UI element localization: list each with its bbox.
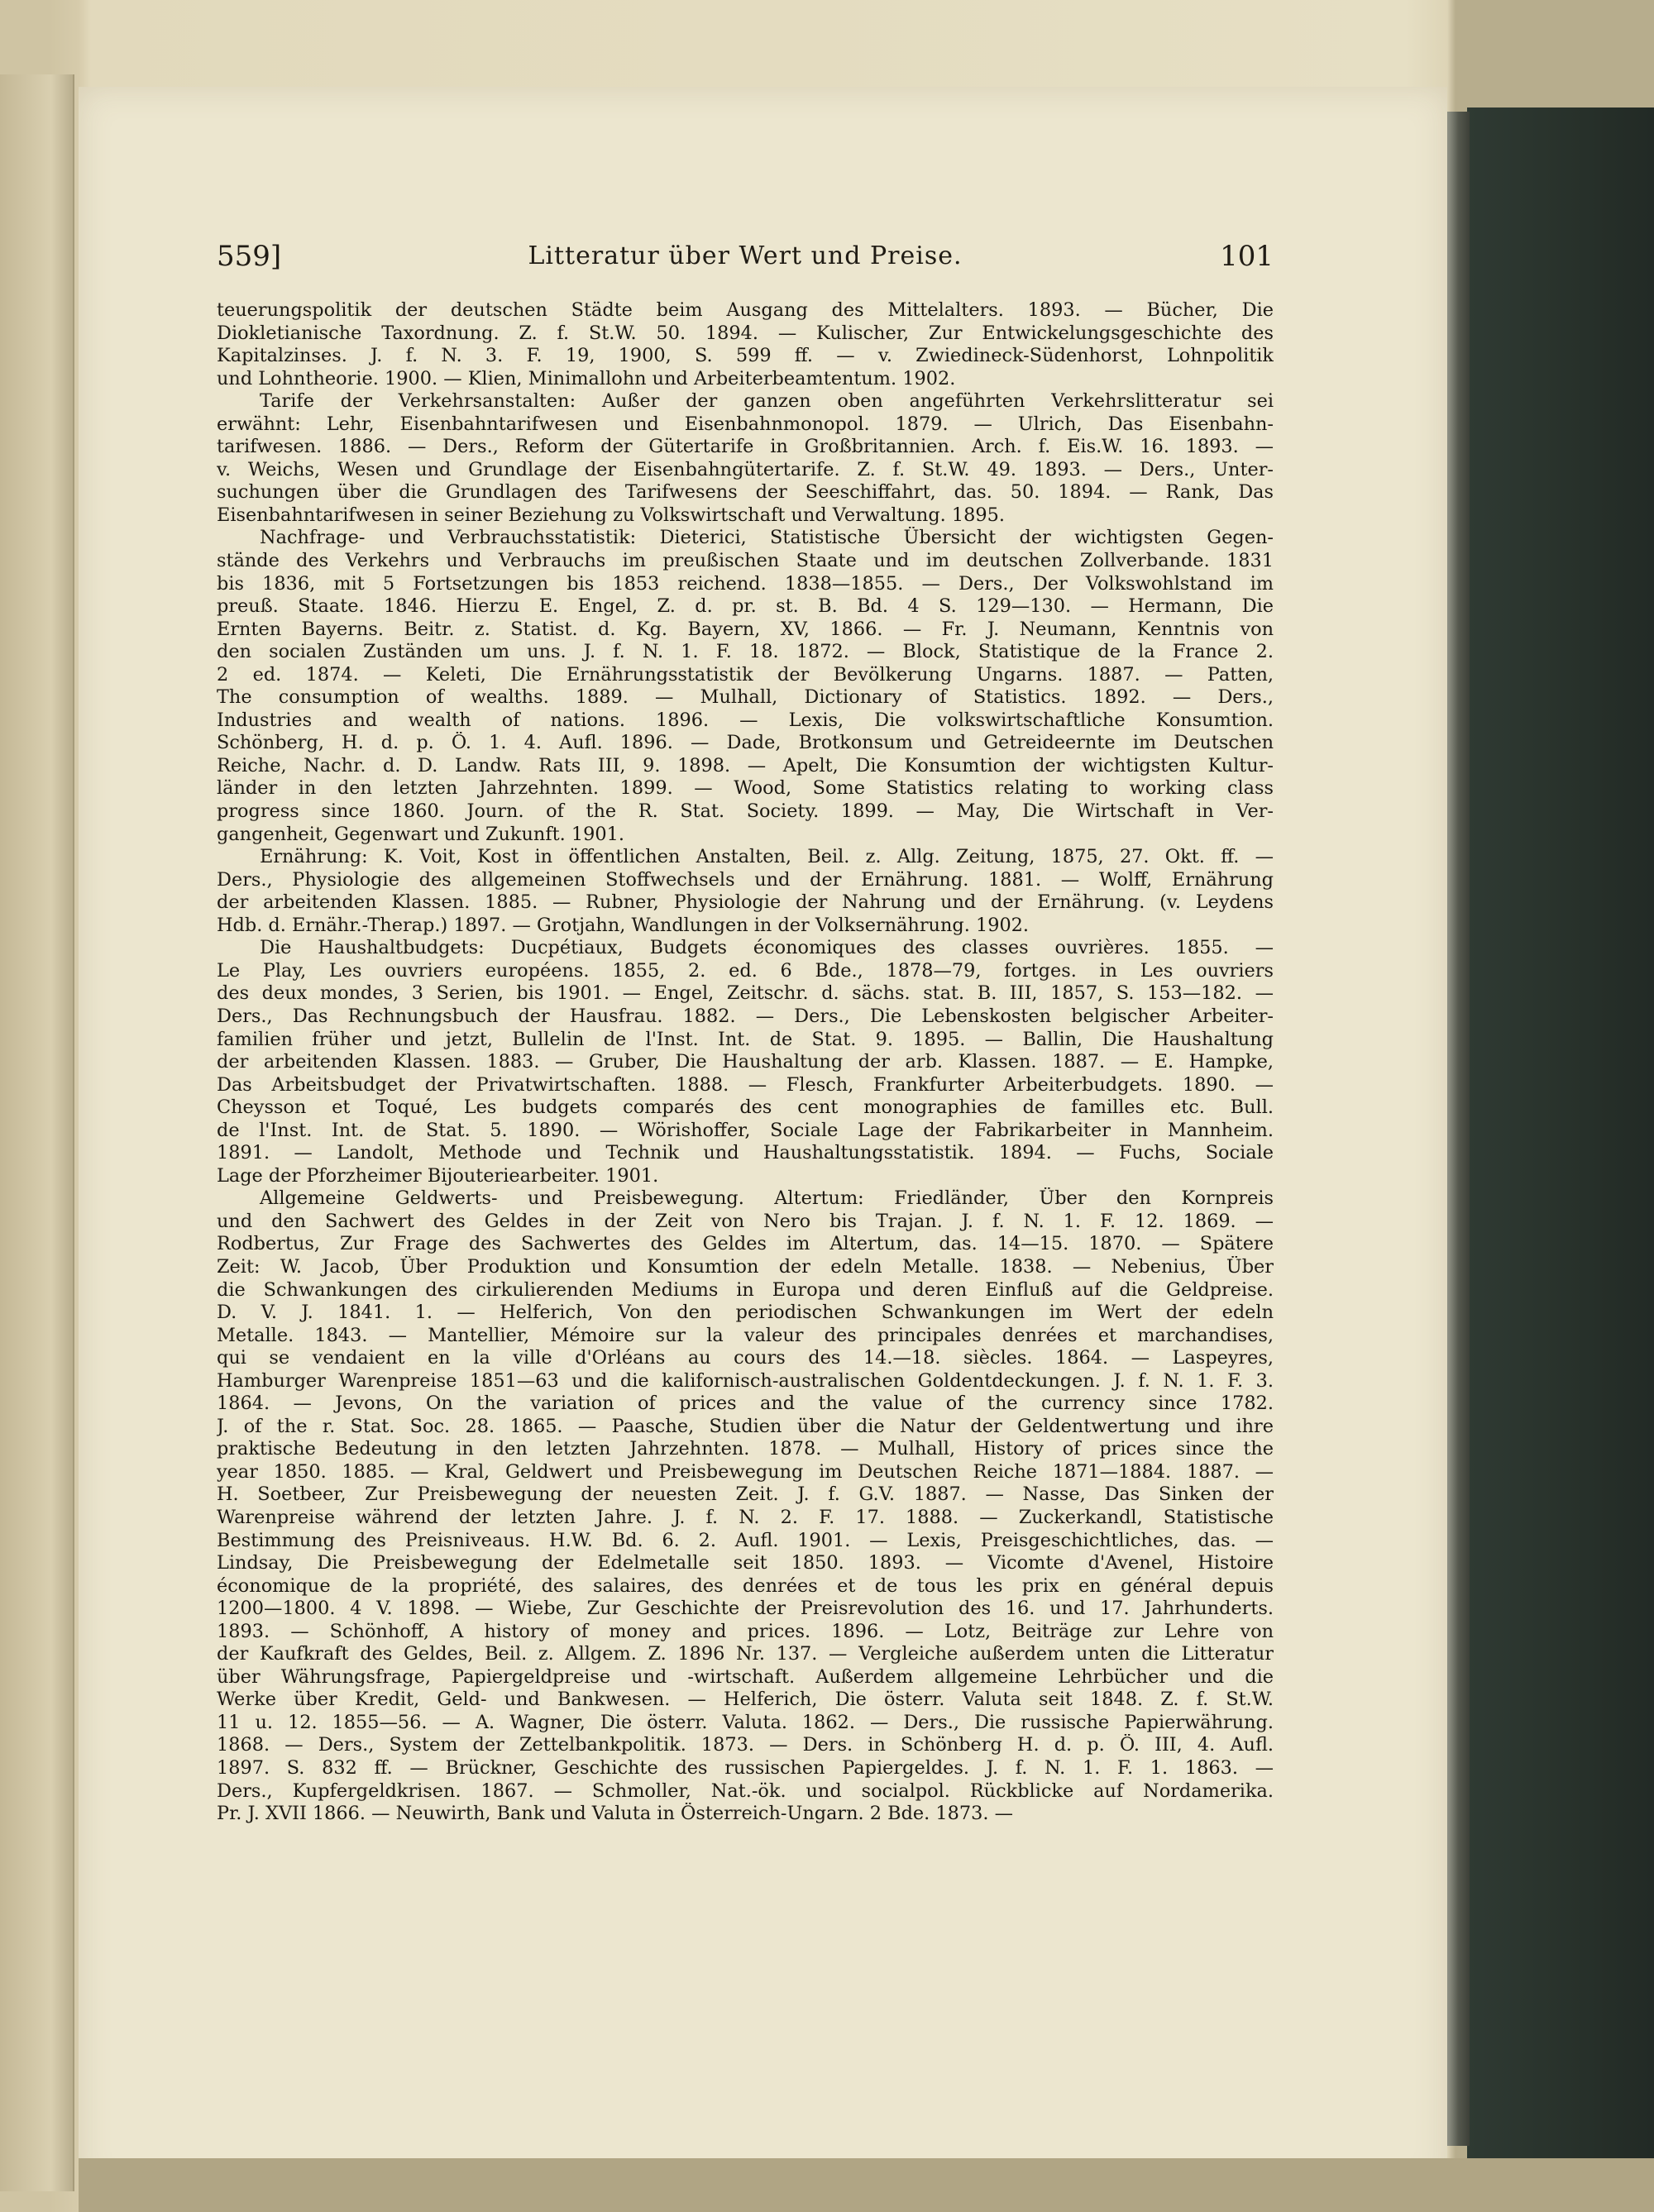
text-line: praktische Bedeutung in den letzten Jahrzehnten. 1878. — Mulhall, History of prices since the [217,1438,1274,1460]
text-line: der Kaufkraft des Geldes, Beil. z. Allgem. Z. 1896 Nr. 137. — Vergleiche außerdem unten die Litteratur [217,1643,1274,1665]
text-line: erwähnt: Lehr, Eisenbahntarifwesen und Eisenbahnmonopol. 1879. — Ulrich, Das Eisenbahn- [217,413,1274,435]
text-line: Schönberg, H. d. p. Ö. 1. 4. Aufl. 1896. — Dade, Brotkonsum und Getreideernte im Deutschen [217,732,1274,754]
text-line: tarifwesen. 1886. — Ders., Reform der Gütertarife in Großbritannien. Arch. f. Eis.W. 16. 1893. — [217,436,1274,458]
text-line: 1868. — Ders., System der Zettelbankpolitik. 1873. — Ders. in Schönberg H. d. p. Ö. III, 4. Aufl. [217,1734,1274,1756]
text-line: Ders., Das Rechnungsbuch der Hausfrau. 1882. — Ders., Die Lebenskosten belgischer Arbeiter- [217,1005,1274,1027]
page-number-right: 101 [1220,240,1274,273]
text-line: 2 ed. 1874. — Keleti, Die Ernährungsstatistik der Bevölkerung Ungarns. 1887. — Patten, [217,663,1274,686]
text-line: Nachfrage- und Verbrauchsstatistik: Dieterici, Statistische Übersicht der wichtigsten Gegen- [260,527,1274,549]
paragraph [217,527,1274,846]
page-bottom-margin [79,2158,1654,2212]
text-line: Ernährung: K. Voit, Kost in öffentlichen Anstalten, Beil. z. Allg. Zeitung, 1875, 27. Okt. ff. — [260,846,1274,868]
paragraph [217,299,1274,390]
body-text [217,299,1274,1826]
text-line: und Lohntheorie. 1900. — Klien, Minimallohn und Arbeiterbeamtentum. 1902. [217,367,956,389]
text-line: Lindsay, Die Preisbewegung der Edelmetalle seit 1850. 1893. — Vicomte d'Avenel, Histoire [217,1552,1274,1574]
page-number-left: 559] [217,240,282,273]
text-line: länder in den letzten Jahrzehnten. 1899. — Wood, Some Statistics relating to working class [217,777,1274,800]
text-line: Eisenbahntarifwesen in seiner Beziehung zu Volkswirtschaft und Verwaltung. 1895. [217,504,1006,526]
text-line: über Währungsfrage, Papiergeldpreise und -wirtschaft. Außerdem allgemeine Lehrbücher und die [217,1665,1274,1688]
text-line: Die Haushaltbudgets: Ducpétiaux, Budgets économiques des classes ouvrières. 1855. — [260,937,1274,959]
text-line: J. of the r. Stat. Soc. 28. 1865. — Paasche, Studien über die Natur der Geldentwertung und ihre [217,1415,1274,1437]
text-line: Das Arbeitsbudget der Privatwirtschaften. 1888. — Flesch, Frankfurter Arbeiterbudgets. 1890. — [217,1073,1274,1096]
text-line: Tarife der Verkehrsanstalten: Außer der ganzen oben angeführten Verkehrslitteratur sei [260,390,1274,413]
text-line: stände des Verkehrs und Verbrauchs im preußischen Staate und im deutschen Zollverbande. 1831 [217,550,1274,572]
text-line: suchungen über die Grundlagen des Tarifwesens der Seeschiffahrt, das. 50. 1894. — Rank, Das [217,481,1274,504]
text-line: qui se vendaient en la ville d'Orléans au cours des 14.—18. siècles. 1864. — Laspeyres, [217,1347,1274,1369]
text-line: Lage der Pforzheimer Bijouteriearbeiter. 1901. [217,1164,659,1187]
text-line: Industries and wealth of nations. 1896. — Lexis, Die volkswirtschaftliche Konsumtion. [217,709,1274,731]
text-line: The consumption of wealths. 1889. — Mulhall, Dictionary of Statistics. 1892. — Ders., [217,686,1274,709]
text-line: Bestimmung des Preisniveaus. H.W. Bd. 6. 2. Aufl. 1901. — Lexis, Preisgeschichtliches, das. — [217,1529,1274,1551]
text-line: progress since 1860. Journ. of the R. Stat. Society. 1899. — May, Die Wirtschaft in Ver- [217,800,1274,823]
text-line: und den Sachwert des Geldes in der Zeit von Nero bis Trajan. J. f. N. 1. F. 12. 1869. — [217,1210,1274,1232]
text-line: Werke über Kredit, Geld- und Bankwesen. — Helferich, Die österr. Valuta seit 1848. Z. f. St.W. [217,1689,1274,1711]
text-line: Diokletianische Taxordnung. Z. f. St.W. 50. 1894. — Kulischer, Zur Entwickelungsgeschichte des [217,322,1274,344]
text-line: des deux mondes, 3 Serien, bis 1901. — Engel, Zeitschr. d. sächs. stat. B. III, 1857, S. 153—182. — [217,982,1274,1005]
text-line: de l'Inst. Int. de Stat. 5. 1890. — Wörishoffer, Sociale Lage der Fabrikarbeiter in Mannheim. [217,1119,1274,1141]
text-line: Hamburger Warenpreise 1851—63 und die kalifornisch-australischen Goldentdeckungen. J. f. N. 1. F. 3. [217,1369,1274,1392]
text-line: Ders., Physiologie des allgemeinen Stoffwechsels und der Ernährung. 1881. — Wolff, Ernährung [217,868,1274,891]
text-line: Reiche, Nachr. d. D. Landw. Rats III, 9. 1898. — Apelt, Die Konsumtion der wichtigsten Kultur- [217,754,1274,776]
text-line: familien früher und jetzt, Bullelin de l'Inst. Int. de Stat. 9. 1895. — Ballin, Die Haushaltung [217,1028,1274,1050]
text-line: Le Play, Les ouvriers européens. 1855, 2. ed. 6 Bde., 1878—79, fortges. in Les ouvriers [217,959,1274,982]
text-line: Ders., Kupfergeldkrisen. 1867. — Schmoller, Nat.-ök. und socialpol. Rückblicke auf Nordamerika. [217,1780,1274,1802]
text-line: Hdb. d. Ernähr.-Therap.) 1897. — Grotjahn, Wandlungen in der Volksernährung. 1902. [217,914,1030,936]
text-line: économique de la propriété, des salaires, des denrées et de tous les prix en général depuis [217,1574,1274,1597]
text-line: 11 u. 12. 1855—56. — A. Wagner, Die österr. Valuta. 1862. — Ders., Die russische Papierwährung. [217,1711,1274,1733]
text-line: Metalle. 1843. — Mantellier, Mémoire sur la valeur des principales denrées et marchandises, [217,1324,1274,1346]
text-line: year 1850. 1885. — Kral, Geldwert und Preisbewegung im Deutschen Reiche 1871—1884. 1887. — [217,1460,1274,1483]
paragraph [217,1187,1274,1825]
text-line: v. Weichs, Wesen und Grundlage der Eisenbahngütertarife. Z. f. St.W. 49. 1893. — Ders., Unter- [217,458,1274,480]
text-line: Zeit: W. Jacob, Über Produktion und Konsumtion der edeln Metalle. 1838. — Nebenius, Über [217,1255,1274,1278]
text-line: Allgemeine Geldwerts- und Preisbewegung. Altertum: Friedländer, Über den Kornpreis [260,1187,1274,1210]
text-line: bis 1836, mit 5 Fortsetzungen bis 1853 reichend. 1838—1855. — Ders., Der Volkswohlstand im [217,572,1274,595]
text-line: der arbeitenden Klassen. 1885. — Rubner, Physiologie der Nahrung und der Ernährung. (v. Leydens [217,891,1274,914]
text-line: der arbeitenden Klassen. 1883. — Gruber, Die Haushaltung der arb. Klassen. 1887. — E. Hampke, [217,1051,1274,1073]
paragraph [217,937,1274,1187]
text-line: 1897. S. 832 ff. — Brückner, Geschichte des russischen Papiergeldes. J. f. N. 1. F. 1. 1863. — [217,1757,1274,1779]
text-line: Kapitalzinses. J. f. N. 3. F. 19, 1900, S. 599 ff. — v. Zwiedineck-Südenhorst, Lohnpolitik [217,345,1274,367]
book-cover [1467,107,1654,2158]
text-line: 1891. — Landolt, Methode und Technik und Haushaltungsstatistik. 1894. — Fuchs, Sociale [217,1142,1274,1164]
page-header [217,240,1274,286]
text-line: teuerungspolitik der deutschen Städte beim Ausgang des Mittelalters. 1893. — Bücher, Die [217,299,1274,321]
left-page-edge [0,74,74,2191]
text-line: den socialen Zuständen um uns. J. f. N. 1. F. 18. 1872. — Block, Statistique de la France 2. [217,641,1274,663]
text-line: Pr. J. XVII 1866. — Neuwirth, Bank und Valuta in Österreich-Ungarn. 2 Bde. 1873. — [217,1803,1014,1825]
text-line: preuß. Staate. 1846. Hierzu E. Engel, Z. d. pr. st. B. Bd. 4 S. 129—130. — Hermann, Die [217,595,1274,618]
running-head: Litteratur über Wert und Preise. [528,241,963,270]
text-line: Warenpreise während der letzten Jahre. J. f. N. 2. F. 17. 1888. — Zuckerkandl, Statistische [217,1506,1274,1528]
text-line: 1200—1800. 4 V. 1898. — Wiebe, Zur Geschichte der Preisrevolution des 16. und 17. Jahrhunderts. [217,1598,1274,1620]
paragraph [217,846,1274,937]
text-line: D. V. J. 1841. 1. — Helferich, Von den periodischen Schwankungen im Wert der edeln [217,1302,1274,1324]
paragraph [217,390,1274,527]
text-line: Rodbertus, Zur Frage des Sachwertes des Geldes im Altertum, das. 14—15. 1870. — Spätere [217,1233,1274,1255]
text-line: Ernten Bayerns. Beitr. z. Statist. d. Kg. Bayern, XV, 1866. — Fr. J. Neumann, Kenntnis von [217,618,1274,640]
text-line: H. Soetbeer, Zur Preisbewegung der neuesten Zeit. J. f. G.V. 1887. — Nasse, Das Sinken der [217,1483,1274,1506]
text-line: 1893. — Schönhoff, A history of money and prices. 1896. — Lotz, Beiträge zur Lehre von [217,1620,1274,1642]
text-line: Cheysson et Toqué, Les budgets comparés des cent monographies de familles etc. Bull. [217,1096,1274,1119]
text-line: gangenheit, Gegenwart und Zukunft. 1901. [217,823,624,845]
text-line: die Schwankungen des cirkulierenden Mediums in Europa und deren Einfluß auf die Geldpreise. [217,1278,1274,1301]
text-line: 1864. — Jevons, On the variation of prices and the value of the currency since 1782. [217,1393,1274,1415]
